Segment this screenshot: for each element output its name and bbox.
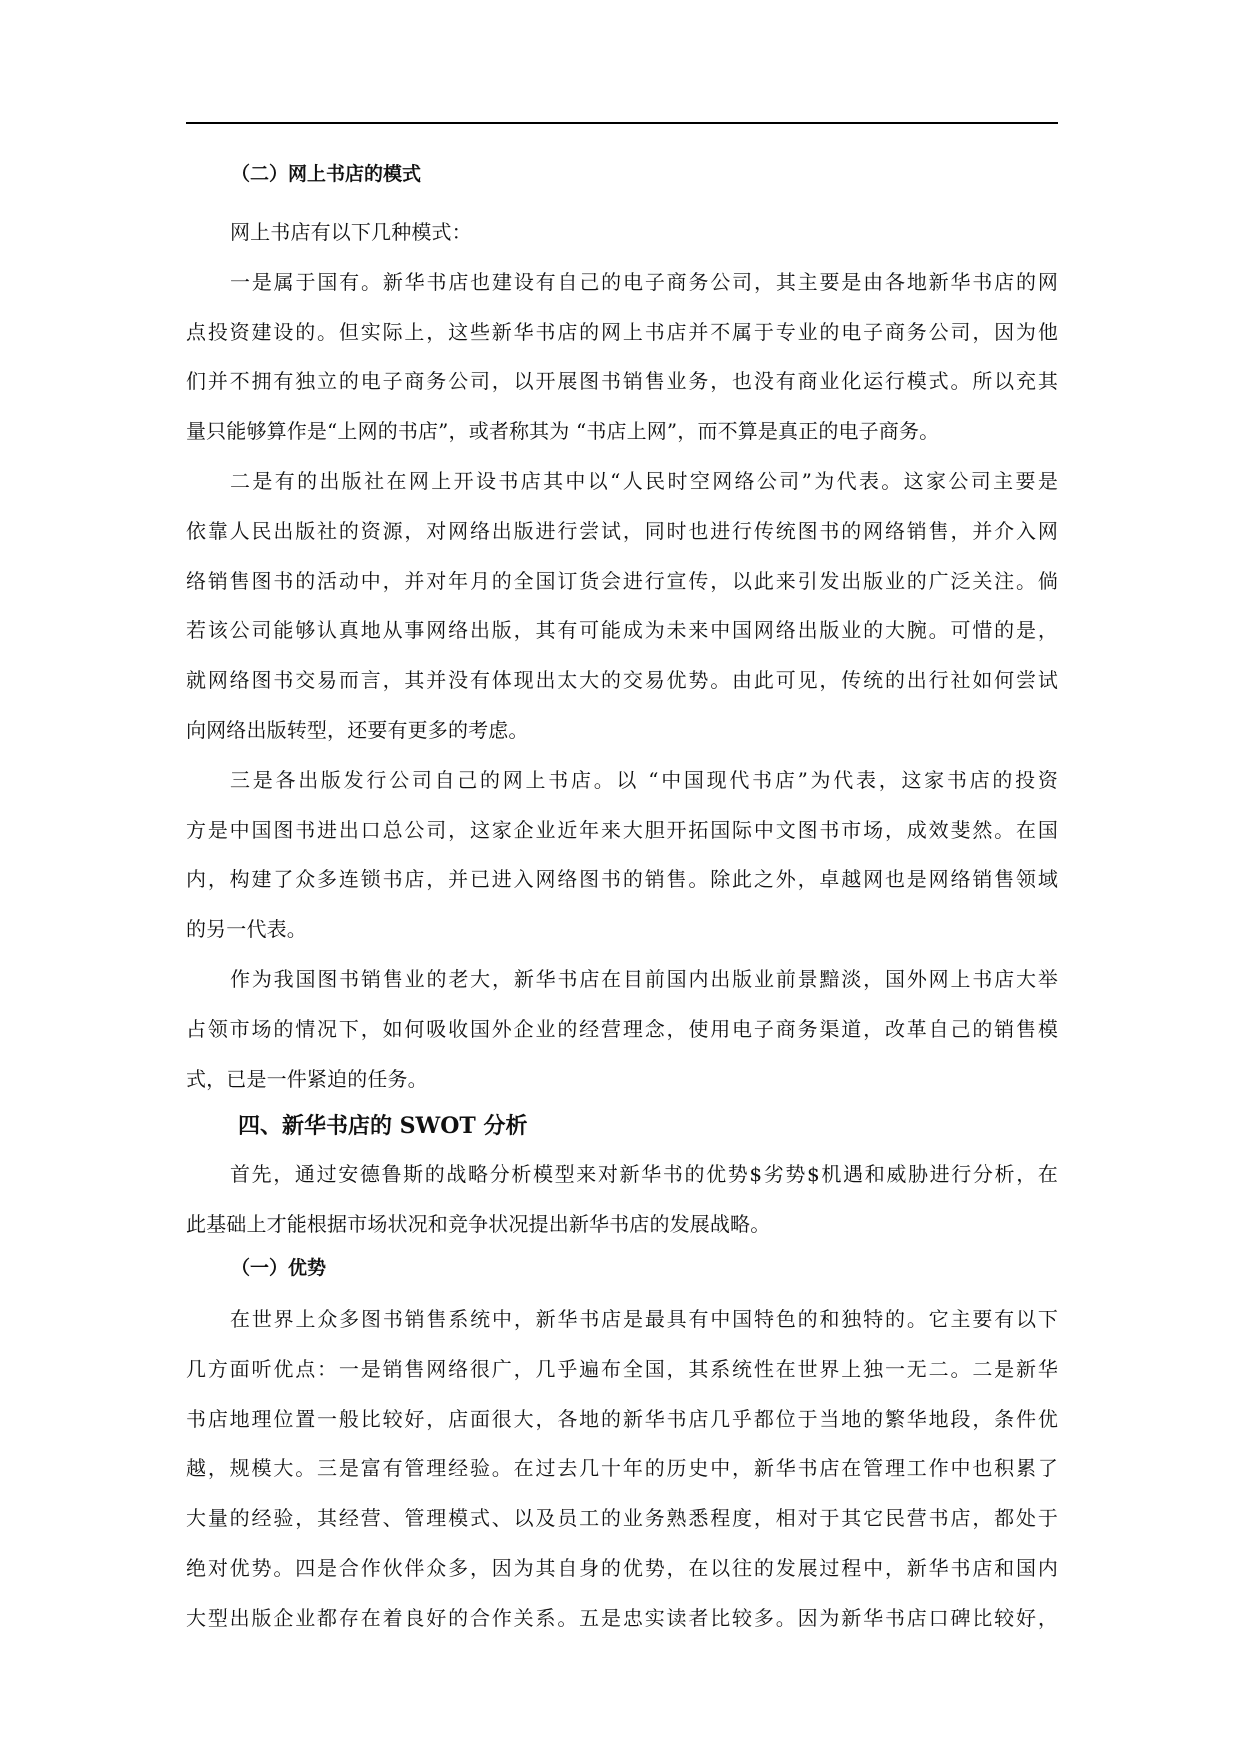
text-line: 书店地理位置一般比较好，店面很大，各地的新华书店几乎都位于当地的繁华地段，条件优 bbox=[186, 1406, 1058, 1431]
text-line: 量只能够算作是“上网的书店”，或者称其为 “书店上网”，而不算是真正的电子商务。 bbox=[186, 419, 940, 444]
paragraph-publishers bbox=[186, 457, 1058, 756]
paragraph-swot-intro bbox=[186, 1150, 1058, 1250]
text-line: 首先，通过安德鲁斯的战略分析模型来对新华书的优势$劣势$机遇和威胁进行分析，在 bbox=[230, 1162, 1058, 1187]
text-line: 式，已是一件紧迫的任务。 bbox=[186, 1066, 428, 1091]
text-line: 大型出版企业都存在着良好的合作关系。五是忠实读者比较多。因为新华书店口碑比较好， bbox=[186, 1605, 1058, 1630]
text-line: 络销售图书的活动中，并对年月的全国订货会进行宣传，以此来引发出版业的广泛关注。倘 bbox=[186, 568, 1058, 593]
text-line: 作为我国图书销售业的老大，新华书店在目前国内出版业前景黯淡，国外网上书店大举 bbox=[230, 966, 1058, 991]
paragraph-advantages bbox=[186, 1295, 1058, 1644]
text-line: 二是有的出版社在网上开设书店其中以“人民时空网络公司”为代表。这家公司主要是 bbox=[230, 468, 1058, 493]
text-line: 网上书店有以下几种模式： bbox=[230, 220, 472, 244]
text-line: 此基础上才能根据市场状况和竞争状况提出新华书店的发展战略。 bbox=[186, 1212, 771, 1237]
text-line: 三是各出版发行公司自己的网上书店。以 “中国现代书店”为代表，这家书店的投资 bbox=[230, 767, 1058, 792]
text-line: 一是属于国有。新华书店也建设有自己的电子商务公司，其主要是由各地新华书店的网 bbox=[230, 269, 1058, 294]
paragraph-distribution-companies bbox=[186, 756, 1058, 955]
section-4-heading: 四、新华书店的 SWOT 分析 bbox=[238, 1113, 528, 1140]
section-2-heading: （二）网上书店的模式 bbox=[231, 163, 422, 185]
paragraph-modes-intro bbox=[186, 208, 1058, 258]
text-line: 依靠人民出版社的资源，对网络出版进行尝试，同时也进行传统图书的网络销售，并介入网 bbox=[186, 518, 1058, 543]
text-line: 方是中国图书进出口总公司，这家企业近年来大胆开拓国际中文图书市场，成效斐然。在国 bbox=[186, 817, 1058, 842]
text-line: 绝对优势。四是合作伙伴众多，因为其自身的优势，在以往的发展过程中，新华书店和国内 bbox=[186, 1555, 1058, 1580]
text-line: 点投资建设的。但实际上，这些新华书店的网上书店并不属于专业的电子商务公司，因为他 bbox=[186, 319, 1058, 344]
text-line: 就网络图书交易而言，其并没有体现出太大的交易优势。由此可见，传统的出行社如何尝试 bbox=[186, 668, 1058, 693]
subsection-1-heading: （一）优势 bbox=[231, 1256, 327, 1279]
paragraph-state-owned bbox=[186, 258, 1058, 457]
paragraph-xinhua-task bbox=[186, 955, 1058, 1104]
text-line: 的另一代表。 bbox=[186, 917, 307, 942]
text-line: 越，规模大。三是富有管理经验。在过去几十年的历史中，新华书店在管理工作中也积累了 bbox=[186, 1456, 1058, 1481]
text-line: 若该公司能够认真地从事网络出版，其有可能成为未来中国网络出版业的大腕。可惜的是， bbox=[186, 618, 1058, 643]
text-line: 在世界上众多图书销售系统中，新华书店是最具有中国特色的和独特的。它主要有以下 bbox=[230, 1306, 1058, 1331]
header-rule bbox=[186, 122, 1058, 124]
text-line: 大量的经验，其经营、管理模式、以及员工的业务熟悉程度，相对于其它民营书店，都处于 bbox=[186, 1506, 1058, 1531]
text-line: 们并不拥有独立的电子商务公司，以开展图书销售业务，也没有商业化运行模式。所以充其 bbox=[186, 369, 1058, 394]
text-line: 占领市场的情况下，如何吸收国外企业的经营理念，使用电子商务渠道，改革自己的销售模 bbox=[186, 1016, 1058, 1041]
text-line: 向网络出版转型，还要有更多的考虑。 bbox=[186, 717, 529, 742]
text-line: 几方面听优点：一是销售网络很广，几乎遍布全国，其系统性在世界上独一无二。二是新华 bbox=[186, 1356, 1058, 1381]
text-line: 内，构建了众多连锁书店，并已进入网络图书的销售。除此之外，卓越网也是网络销售领域 bbox=[186, 867, 1058, 892]
page-content bbox=[186, 158, 1058, 1644]
